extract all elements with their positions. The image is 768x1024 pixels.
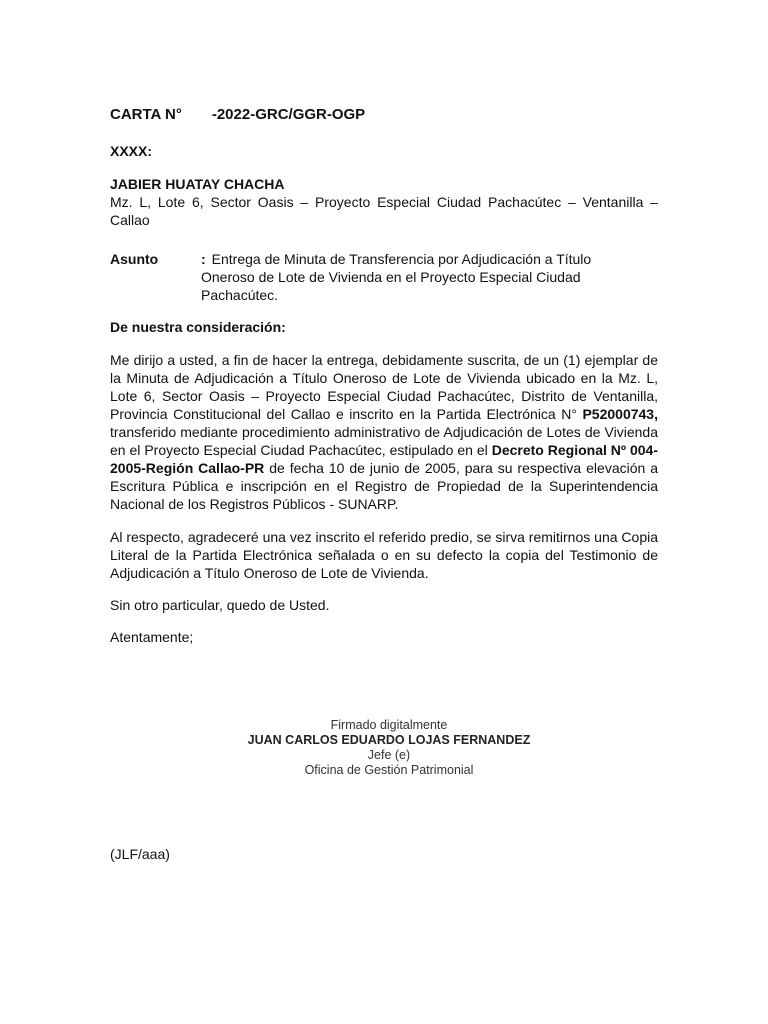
recipient-placeholder: XXXX: [110,143,153,159]
body1-part3: de fecha 10 de junio de 2005, para su respectiva elevación a Escritura Pública e inscripción en el Registro de Propiedad de la Superintendencia Nacional de los Registros Públicos - SUNARP. [110,460,658,512]
decreto-reference: Decreto Regional Nº 004-2005-Región Callao-PR [110,442,658,476]
title-code: -2022-GRC/GGR-OGP [211,106,366,123]
subject-colon: : [201,251,206,267]
reference-initials: (JLF/aaa) [110,846,170,862]
letter-content [110,106,658,646]
recipient-address: Mz. L, Lote 6, Sector Oasis – Proyecto Especial Ciudad Pachacútec – Ventanilla – Callao [110,194,658,228]
signatory-role: Jefe (e) [367,748,411,762]
body1-part1: Me dirijo a usted, a fin de hacer la entrega, debidamente suscrita, de un (1) ejemplar de la Minuta de Adjudicación a Título Oneroso de Lote de Vivienda ubicado en la Mz. L, Lote 6, Sector Oasis – Proyecto Especial Ciudad Pachacútec, Distrito de Ventanilla, Provincia Constitucional del Callao e inscrito en la Partida Electrónica N° [110,352,658,422]
partida-number: P52000743, [582,406,658,422]
subject-text: Entrega de Minuta de Transferencia por Adjudicación a Título Oneroso de Lote de Vivienda en el Proyecto Especial Ciudad Pachacútec. [201,251,592,303]
title-prefix: CARTA N° [110,106,182,123]
signature-digital-note: Firmado digitalmente [330,718,448,732]
greeting: De nuestra consideración: [110,319,286,335]
body-paragraph-2: Al respecto, agradeceré una vez inscrito el referido predio, se sirva remitirnos una Copia Literal de la Partida Electrónica señalada o en su defecto la copia del Testimonio de Adjudicación a Título Oneroso de Lote de Vivienda. [110,529,658,581]
body-paragraph-1 [110,351,658,513]
closing-line: Sin otro particular, quedo de Usted. [110,597,330,613]
recipient-name: JABIER HUATAY CHACHA [110,176,285,192]
letter-title [110,106,658,128]
signatory-office: Oficina de Gestión Patrimonial [304,763,474,777]
subject-block [110,250,658,304]
signatory-name: JUAN CARLOS EDUARDO LOJAS FERNANDEZ [247,733,531,747]
body1-part2: transferido mediante procedimiento administrativo de Adjudicación de Lotes de Vivienda en el Proyecto Especial Ciudad Pachacútec, estipulado en el [110,424,658,458]
sign-off: Atentamente; [110,629,194,645]
subject-label: Asunto [110,251,159,267]
digital-signature-block [200,718,578,778]
subject-text-wrap [201,250,658,304]
